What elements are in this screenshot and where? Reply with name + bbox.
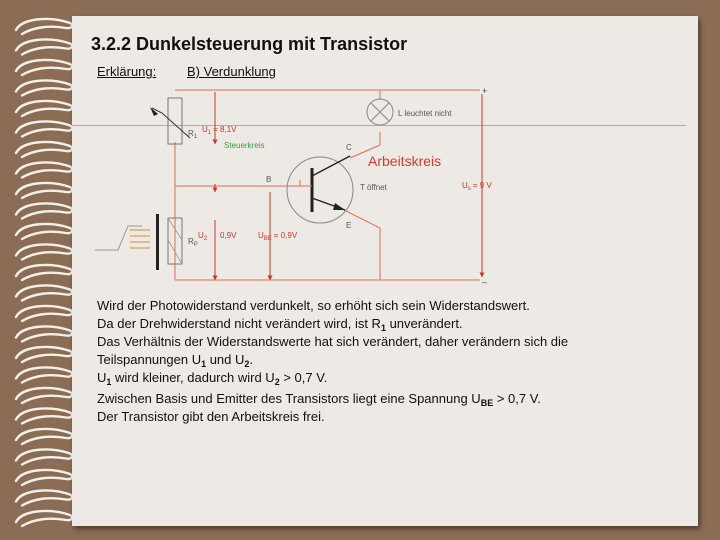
ube-label: $U_{BE} = 0,9V$	[258, 231, 298, 242]
r2-label: $R_P$	[188, 237, 198, 248]
control-circuit-label: Steuerkreis	[224, 141, 265, 150]
u2-label: $U_2$	[198, 231, 208, 242]
spiral-ring	[16, 490, 72, 505]
spiral-ring	[16, 388, 72, 403]
plus-label: +	[482, 86, 488, 96]
work-circuit-label: Arbeitskreis	[368, 153, 442, 169]
minus-label: –	[482, 277, 488, 287]
spiral-ring	[16, 224, 72, 239]
spiral-ring	[16, 80, 72, 95]
spiral-ring	[16, 347, 72, 362]
voltage-arrows	[215, 92, 482, 278]
text-line-3: Das Verhältnis der Widerstandswerte hat sich verändert, daher verändern sich die	[97, 334, 569, 349]
spiral-ring	[16, 470, 72, 485]
emitter-label: E	[346, 221, 352, 230]
text-line-4: Teilspannungen $U_1$ und $U_2$.	[97, 352, 254, 369]
base-label: B	[266, 175, 272, 184]
light-shield	[156, 214, 159, 270]
spiral-ring	[16, 306, 72, 321]
spiral-ring	[16, 121, 72, 136]
transistor-label: T öffnet	[360, 183, 387, 192]
explanation-label: Erklärung:	[97, 64, 157, 79]
text-line-6: Zwischen Basis und Emitter des Transistors liegt eine Spannung $U_{BE} > 0,7$ V.	[97, 391, 541, 408]
spiral-ring	[16, 285, 72, 300]
text-line-1: Wird der Photowiderstand verdunkelt, so erhöht sich sein Widerstandswert.	[97, 298, 530, 313]
circuit-diagram	[90, 80, 500, 290]
spiral-ring	[16, 39, 72, 54]
spiral-ring	[16, 511, 72, 526]
spiral-ring	[16, 142, 72, 157]
spiral-binding	[0, 0, 80, 540]
spiral-ring	[16, 429, 72, 444]
spiral-ring	[16, 408, 72, 423]
potentiometer-tip-icon	[150, 107, 158, 116]
spiral-ring	[16, 162, 72, 177]
spiral-ring	[16, 183, 72, 198]
spiral-ring	[16, 60, 72, 75]
spiral-ring	[16, 101, 72, 116]
text-line-7: Der Transistor gibt den Arbeitskreis frei.	[97, 409, 325, 424]
spiral-ring	[16, 367, 72, 382]
u1-label: $U_1 = 8,1V$	[202, 125, 237, 136]
spiral-ring	[16, 265, 72, 280]
r1-label: $R_1$	[188, 129, 198, 140]
wires	[175, 90, 480, 280]
spiral-ring	[16, 203, 72, 218]
light-ray-icon	[130, 230, 150, 248]
spiral-ring	[16, 326, 72, 341]
potentiometer-arrow-icon	[152, 108, 190, 138]
lamp-label: L leuchtet nicht	[398, 109, 452, 118]
supply-voltage-label: $U_s = 9$ V	[462, 181, 492, 192]
text-line-5: $U_1$ wird kleiner, dadurch wird $U_2 > 0,7$ V.	[97, 370, 328, 387]
spiral-ring	[16, 19, 72, 34]
text-line-2: Da der Drehwiderstand nicht verändert wird, ist $R_1$ unverändert.	[97, 316, 463, 333]
section-label: B) Verdunklung	[187, 64, 276, 79]
transistor-icon	[287, 157, 353, 223]
explanation-text	[97, 297, 657, 426]
collector-label: C	[346, 143, 352, 152]
slide-title: 3.2.2 Dunkelsteuerung mit Transistor	[91, 34, 408, 54]
u2-value: 0,9V	[220, 231, 237, 240]
spiral-ring	[16, 244, 72, 259]
resistor-r1	[168, 98, 182, 144]
spiral-ring	[16, 449, 72, 464]
